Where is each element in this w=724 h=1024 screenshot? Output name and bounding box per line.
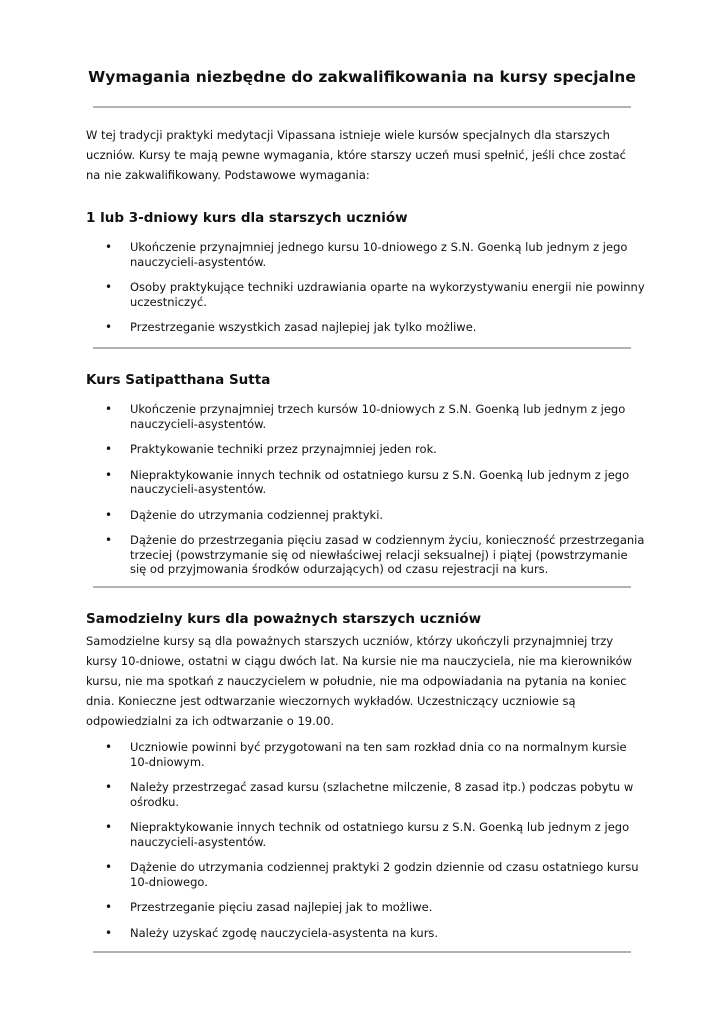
page-title: Wymagania niezbędne do zakwalifikowania na kursy specjalne	[88, 68, 636, 86]
list-item-text: Praktykowanie techniki przez przynajmniej jeden rok.	[130, 442, 437, 456]
list-item	[86, 468, 646, 497]
section-3-paragraph: Samodzielne kursy są dla poważnych starszych uczniów, którzy ukończyli przynajmniej trzy kursy 10-dniowe, ostatni w ciągu dwóch lat. Na kursie nie ma nauczyciela, nie ma kierowników kursu, nie ma spotkań z nauczycielem w południe, nie ma odpowiadania na pytania na koniec dnia. Konieczne jest odtwarzanie wieczornych wykładów. Uczestniczący uczniowie są odpowiedzialni za ich odtwarzanie o 19.00.	[86, 634, 633, 728]
list-item-text: Uczniowie powinni być przygotowani na ten sam rozkład dnia co na normalnym kursie 10-dniowym.	[130, 740, 627, 769]
section-2-list	[86, 402, 646, 588]
list-item	[86, 820, 646, 849]
list-item-text: Osoby praktykujące techniki uzdrawiania oparte na wykorzystywaniu energii nie powinny uczestniczyć.	[130, 280, 645, 309]
list-item-text: Dążenie do utrzymania codziennej praktyki.	[130, 507, 384, 522]
list-item	[86, 740, 646, 769]
intro-paragraph: W tej tradycji praktyki medytacji Vipassana istnieje wiele kursów specjalnych dla starszych uczniów. Kursy te mają pewne wymagania, które starszy uczeń musi spełnić, jeśli chce zostać na nie zakwalifikowany. Podstawowe wymagania:	[86, 128, 626, 182]
section-divider-1	[93, 347, 631, 349]
bullet-icon: •	[105, 740, 113, 754]
list-item	[86, 320, 646, 335]
section-1-list	[86, 240, 646, 346]
list-item	[86, 280, 646, 309]
list-item-text: Ukończenie przynajmniej trzech kursów 10-dniowych z S.N. Goenką lub jednym z jego nauczycieli-asystentów.	[130, 402, 626, 431]
list-item	[86, 900, 646, 915]
section-heading-2: Kurs Satipatthana Sutta	[86, 372, 271, 388]
section-heading-3: Samodzielny kurs dla poważnych starszych uczniów	[86, 611, 482, 627]
bullet-icon: •	[105, 900, 113, 914]
bullet-icon: •	[105, 925, 113, 940]
title-divider	[93, 106, 631, 108]
list-item	[86, 240, 646, 269]
bullet-icon: •	[105, 402, 113, 416]
list-item-text: Należy uzyskać zgodę nauczyciela-asystenta na kurs.	[130, 925, 439, 940]
list-item-text: Ukończenie przynajmniej jednego kursu 10-dniowego z S.N. Goenką lub jednym z jego nauczycieli-asystentów.	[130, 240, 628, 269]
list-item-text: Dążenie do utrzymania codziennej praktyki 2 godzin dziennie od czasu ostatniego kursu 10-dniowego.	[130, 860, 639, 889]
list-item	[86, 926, 646, 941]
bullet-icon: •	[105, 320, 113, 334]
bullet-icon: •	[105, 280, 113, 294]
bullet-icon: •	[105, 780, 113, 794]
list-item	[86, 442, 646, 457]
list-item	[86, 508, 646, 523]
list-item-text: Przestrzeganie wszystkich zasad najlepiej jak tylko możliwe.	[130, 320, 477, 334]
list-item-text: Przestrzeganie pięciu zasad najlepiej jak to możliwe.	[130, 900, 433, 914]
bullet-icon: •	[105, 820, 113, 834]
list-item	[86, 402, 646, 431]
section-divider-2	[93, 586, 631, 588]
bullet-icon: •	[105, 533, 113, 547]
bullet-icon: •	[105, 860, 113, 874]
section-divider-3	[93, 951, 631, 953]
list-item	[86, 533, 646, 577]
list-item-text: Niepraktykowanie innych technik od ostatniego kursu z S.N. Goenką lub jednym z jego nauczycieli-asystentów.	[130, 820, 630, 849]
bullet-icon: •	[105, 442, 113, 456]
list-item	[86, 860, 646, 889]
bullet-icon: •	[105, 507, 113, 522]
section-3-list	[86, 740, 646, 951]
bullet-icon: •	[105, 240, 113, 254]
section-heading-1: 1 lub 3-dniowy kurs dla starszych uczniów	[86, 210, 408, 226]
bullet-icon: •	[105, 467, 113, 482]
list-item-text: Niepraktykowanie innych technik od ostatniego kursu z S.N. Goenką lub jednym z jego nauczycieli-asystentów.	[130, 467, 630, 496]
list-item-text: Należy przestrzegać zasad kursu (szlachetne milczenie, 8 zasad itp.) podczas pobytu w ośrodku.	[130, 780, 634, 809]
list-item	[86, 780, 646, 809]
list-item-text: Dążenie do przestrzegania pięciu zasad w codziennym życiu, konieczność przestrzegania trzeciej (powstrzymanie się od niewłaściwej relacji seksualnej) i piątej (powstrzymanie się od przyjmowania środków odurzających) od czasu rejestracji na kurs.	[130, 533, 645, 576]
